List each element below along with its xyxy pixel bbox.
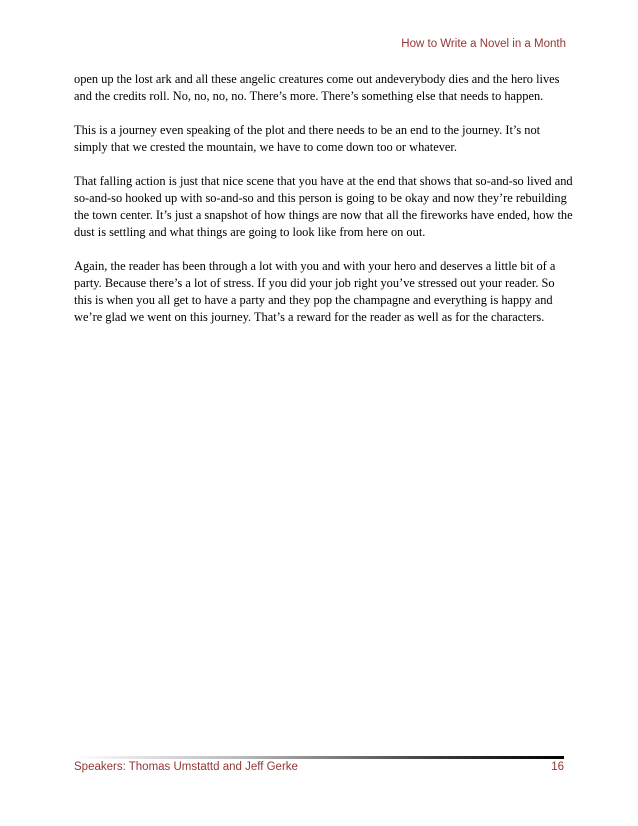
body-paragraph: open up the lost ark and all these angelic creatures come out andeverybody dies and the hero lives and the credits roll. No, no, no, no. There’s more. There’s something else that needs to happen.: [74, 72, 560, 103]
page-body: [74, 71, 574, 343]
body-paragraph: Again, the reader has been through a lot with you and with your hero and deserves a little bit of a party. Because there’s a lot of stress. If you did your job right you’ve stressed out your reader. So this is when you all get to have a party and they pop the champagne and everything is happy and we’re glad we went on this journey. That’s a reward for the reader as well as for the characters.: [74, 259, 556, 324]
footer-speakers: Speakers: Thomas Umstattd and Jeff Gerke: [74, 761, 298, 773]
running-header-title: How to Write a Novel in a Month: [401, 38, 566, 50]
page-number: 16: [551, 761, 564, 773]
body-paragraph: This is a journey even speaking of the plot and there needs to be an end to the journey. It’s not simply that we crested the mountain, we have to come down too or whatever.: [74, 123, 541, 154]
body-paragraph: That falling action is just that nice scene that you have at the end that shows that so-and-so lived and so-and-so hooked up with so-and-so and this person is going to be okay and now they’re rebuilding the town center. It’s just a snapshot of how things are now that all the fireworks have ended, how the dust is settling and what things are going to look like from here on out.: [74, 174, 573, 239]
footer-divider: [72, 756, 564, 759]
